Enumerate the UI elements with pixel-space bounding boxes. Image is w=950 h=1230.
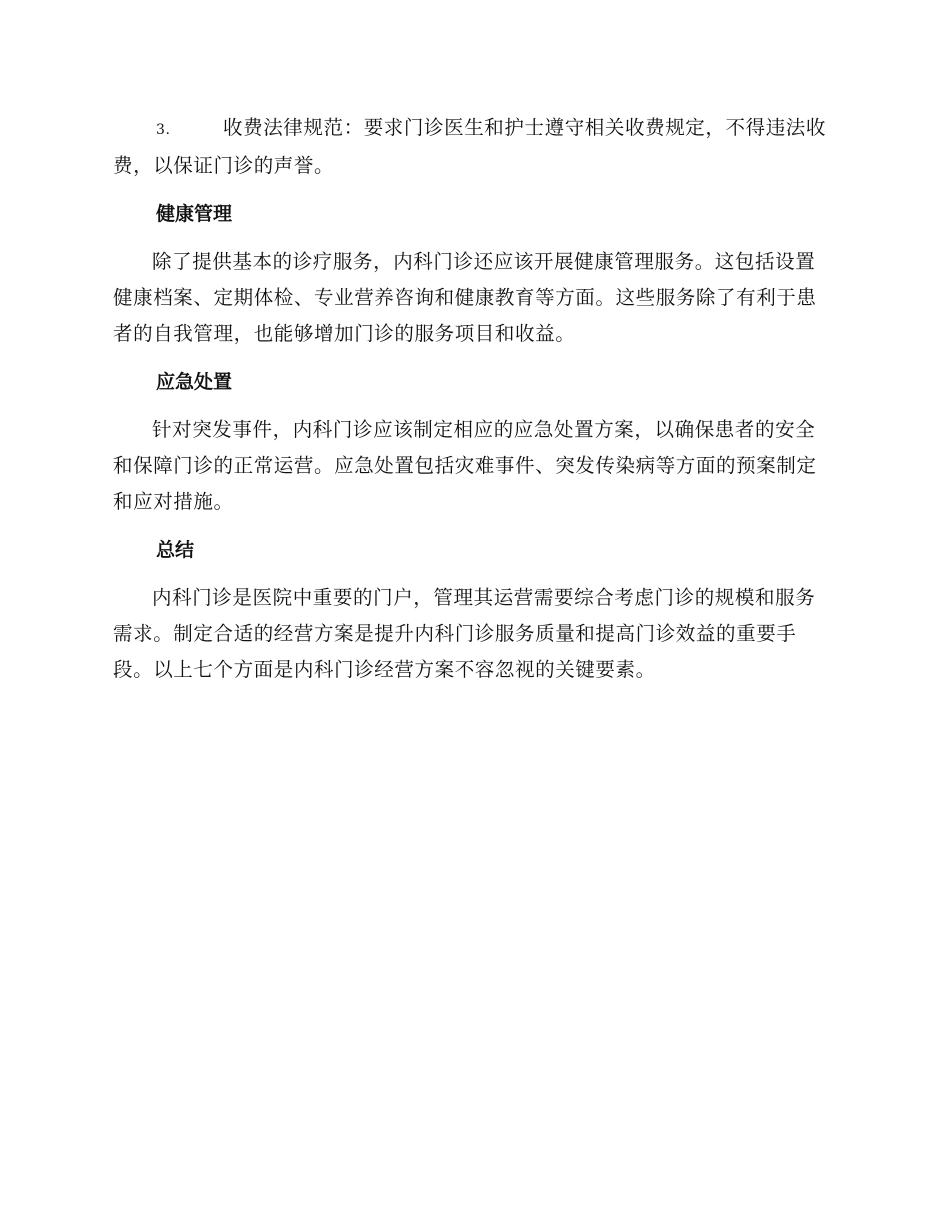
list-item-fee-regulation (113, 110, 833, 184)
section-heading-emergency-handling: 应急处置 (156, 371, 233, 393)
section-body-summary: 内科门诊是医院中重要的门户，管理其运营需要综合考虑门诊的规模和服务需求。制定合适的经营方案是提升内科门诊服务质量和提高门诊效益的重要手段。以上七个方面是内科门诊经营方案不容忽视的关键要素。 (113, 586, 816, 681)
section-heading-summary: 总结 (156, 539, 195, 561)
list-item-text: 收费法律规范：要求门诊医生和护士遵守相关收费规定，不得违法收费，以保证门诊的声誉。 (113, 116, 827, 177)
document-content (113, 110, 833, 688)
section-body-emergency-handling: 针对突发事件，内科门诊应该制定相应的应急处置方案，以确保患者的安全和保障门诊的正常运营。应急处置包括灾难事件、突发传染病等方面的预案制定和应对措施。 (113, 418, 817, 513)
list-number: 3. (156, 122, 171, 138)
section-body-health-management: 除了提供基本的诊疗服务，内科门诊还应该开展健康管理服务。这包括设置健康档案、定期体检、专业营养咨询和健康教育等方面。这些服务除了有利于患者的自我管理，也能够增加门诊的服务项目和收益。 (113, 250, 817, 345)
section-heading-health-management: 健康管理 (156, 203, 233, 225)
